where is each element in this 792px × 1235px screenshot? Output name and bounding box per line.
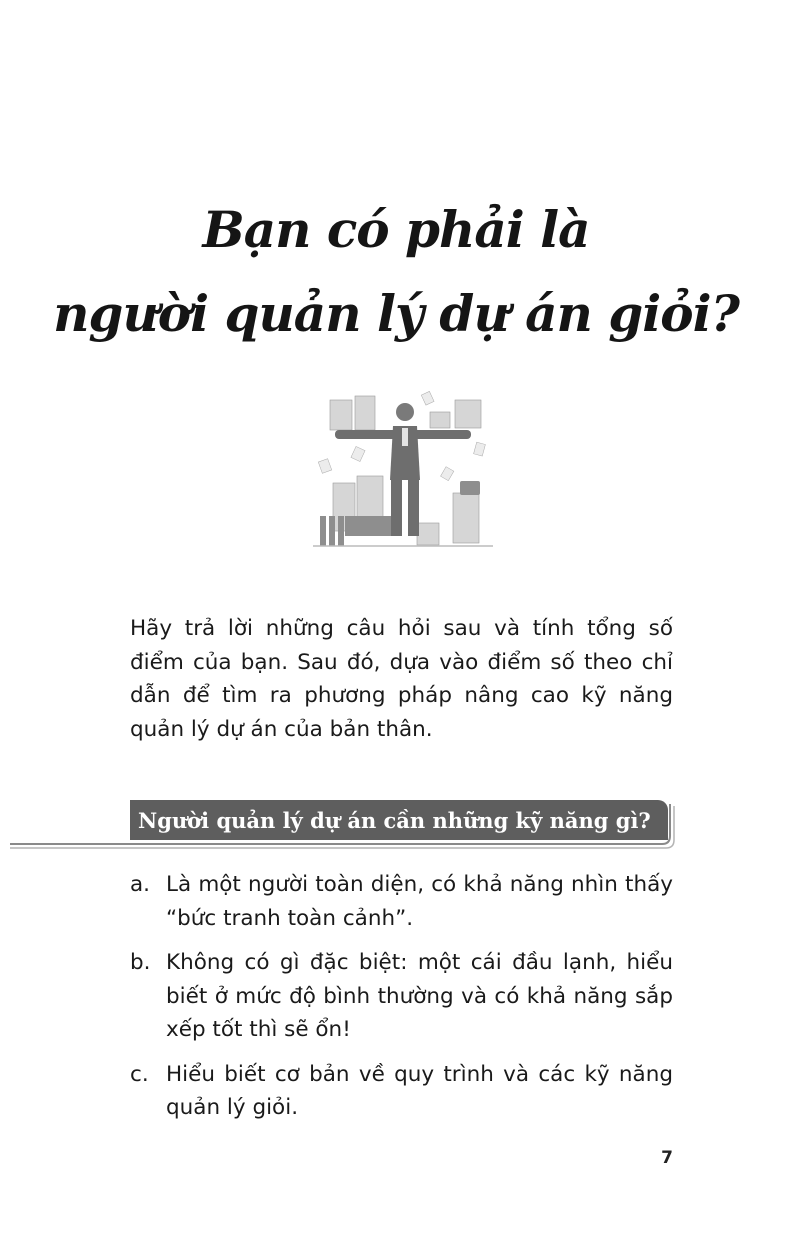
answer-options <box>130 868 673 1136</box>
intro-paragraph: Hãy trả lời những câu hỏi sau và tính tổng số điểm của bạn. Sau đó, dựa vào điểm số theo chỉ dẫn để tìm ra phương pháp nâng cao kỹ năng quản lý dự án của bản thân. <box>130 616 673 742</box>
title-line-2: người quản lý dự án giỏi? <box>53 284 739 343</box>
option-text: Là một người toàn diện, có khả năng nhìn thấy “bức tranh toàn cảnh”. <box>166 872 673 931</box>
answer-option-b <box>130 946 673 1047</box>
page-number: 7 <box>661 1148 673 1168</box>
option-text: Hiểu biết cơ bản về quy trình và các kỹ năng quản lý giỏi. <box>166 1061 673 1120</box>
answer-option-c <box>130 1058 673 1125</box>
answer-option-a <box>130 868 673 935</box>
option-text: Không có gì đặc biệt: một cái đầu lạnh, hiểu biết ở mức độ bình thường và có khả năng sắp xếp tốt thì sẽ ổn! <box>166 950 673 1042</box>
page-title <box>0 188 792 356</box>
businessman-with-documents-illustration <box>305 388 500 553</box>
option-letter: c. <box>130 1061 149 1087</box>
option-letter: b. <box>130 950 151 975</box>
title-line-1: Bạn có phải là <box>202 200 590 259</box>
option-letter: a. <box>130 872 151 897</box>
section-heading: Người quản lý dự án cần những kỹ năng gì? <box>138 808 651 833</box>
